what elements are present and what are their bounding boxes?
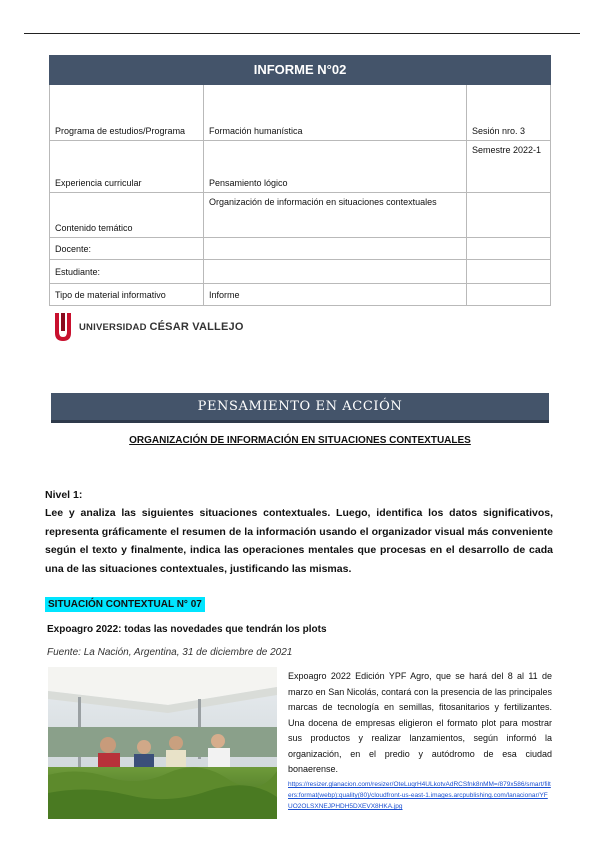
row-value-student bbox=[204, 260, 467, 284]
row-label-content: Contenido temático bbox=[50, 193, 204, 238]
row-label-experience: Experiencia curricular bbox=[50, 141, 204, 193]
situation-body: Expoagro 2022 Edición YPF Agro, que se hará del 8 al 11 de marzo en San Nicolás, contará con la presencia de las principales marcas de tecnología en semillas, fitosanitarios y fertilizantes. Una docena de empresas eligieron el formato plot para mostrar sus productos y realizar lanzamientos, según informó la organización, en el predio y autódromo de esa ciudad bonaerense. bbox=[288, 671, 552, 774]
report-title: INFORME N°02 bbox=[50, 56, 551, 85]
ucv-logo-icon bbox=[53, 311, 73, 343]
university-name-big: CÉSAR VALLEJO bbox=[149, 321, 244, 333]
row-label-student: Estudiante: bbox=[50, 260, 204, 284]
report-info-table bbox=[49, 55, 551, 306]
top-rule bbox=[24, 33, 580, 34]
situation-source: Fuente: La Nación, Argentina, 31 de diciembre de 2021 bbox=[47, 647, 293, 658]
situation-label: SITUACIÓN CONTEXTUAL N° 07 bbox=[45, 597, 205, 612]
expoagro-photo bbox=[48, 667, 277, 819]
row-value-content: Organización de información en situaciones contextuales bbox=[204, 193, 467, 238]
row-extra-material bbox=[467, 284, 551, 306]
row-extra-content bbox=[467, 193, 551, 238]
row-extra-teacher bbox=[467, 238, 551, 260]
university-name bbox=[79, 321, 244, 333]
row-extra-semester: Semestre 2022-1 bbox=[467, 141, 551, 193]
image-source-link[interactable]: https://resizer.glanacion.com/resizer/OteLuqrH4ULkotvAdRCSfnk8nMM=/879x586/smart/filters:format(webp):quality(80)/cloudfront-us-east-1.images.arcpublishing.com/lanacionar/YFUO2OLSXNEJPHDH5DXEVX8HKA.jpg bbox=[288, 781, 551, 810]
university-name-small: UNIVERSIDAD bbox=[79, 322, 150, 333]
row-label-teacher: Docente: bbox=[50, 238, 204, 260]
section-title: ORGANIZACIÓN DE INFORMACIÓN EN SITUACIONES CONTEXTUALES bbox=[129, 435, 471, 446]
row-value-experience: Pensamiento lógico bbox=[204, 141, 467, 193]
row-label-material: Tipo de material informativo bbox=[50, 284, 204, 306]
instructions-text: Lee y analiza las siguientes situaciones contextuales. Luego, identifica los datos significativos, representa gráficamente el resumen de la información usando el organizador visual más conveniente según el texto y finalmente, indica las operaciones mentales que procesas en el desarrollo de cada una de las situaciones contextuales, justificando las mismas. bbox=[45, 507, 553, 575]
row-value-material: Informe bbox=[204, 284, 467, 306]
row-extra-student bbox=[467, 260, 551, 284]
situation-subtitle: Expoagro 2022: todas las novedades que tendrán los plots bbox=[47, 624, 327, 635]
row-extra-session: Sesión nro. 3 bbox=[467, 85, 551, 141]
row-label-program: Programa de estudios/Programa bbox=[50, 85, 204, 141]
university-logo bbox=[53, 311, 244, 343]
level-label: Nivel 1: bbox=[45, 489, 83, 501]
section-banner: PENSAMIENTO EN ACCIÓN bbox=[51, 393, 549, 423]
row-value-teacher bbox=[204, 238, 467, 260]
row-value-program: Formación humanística bbox=[204, 85, 467, 141]
